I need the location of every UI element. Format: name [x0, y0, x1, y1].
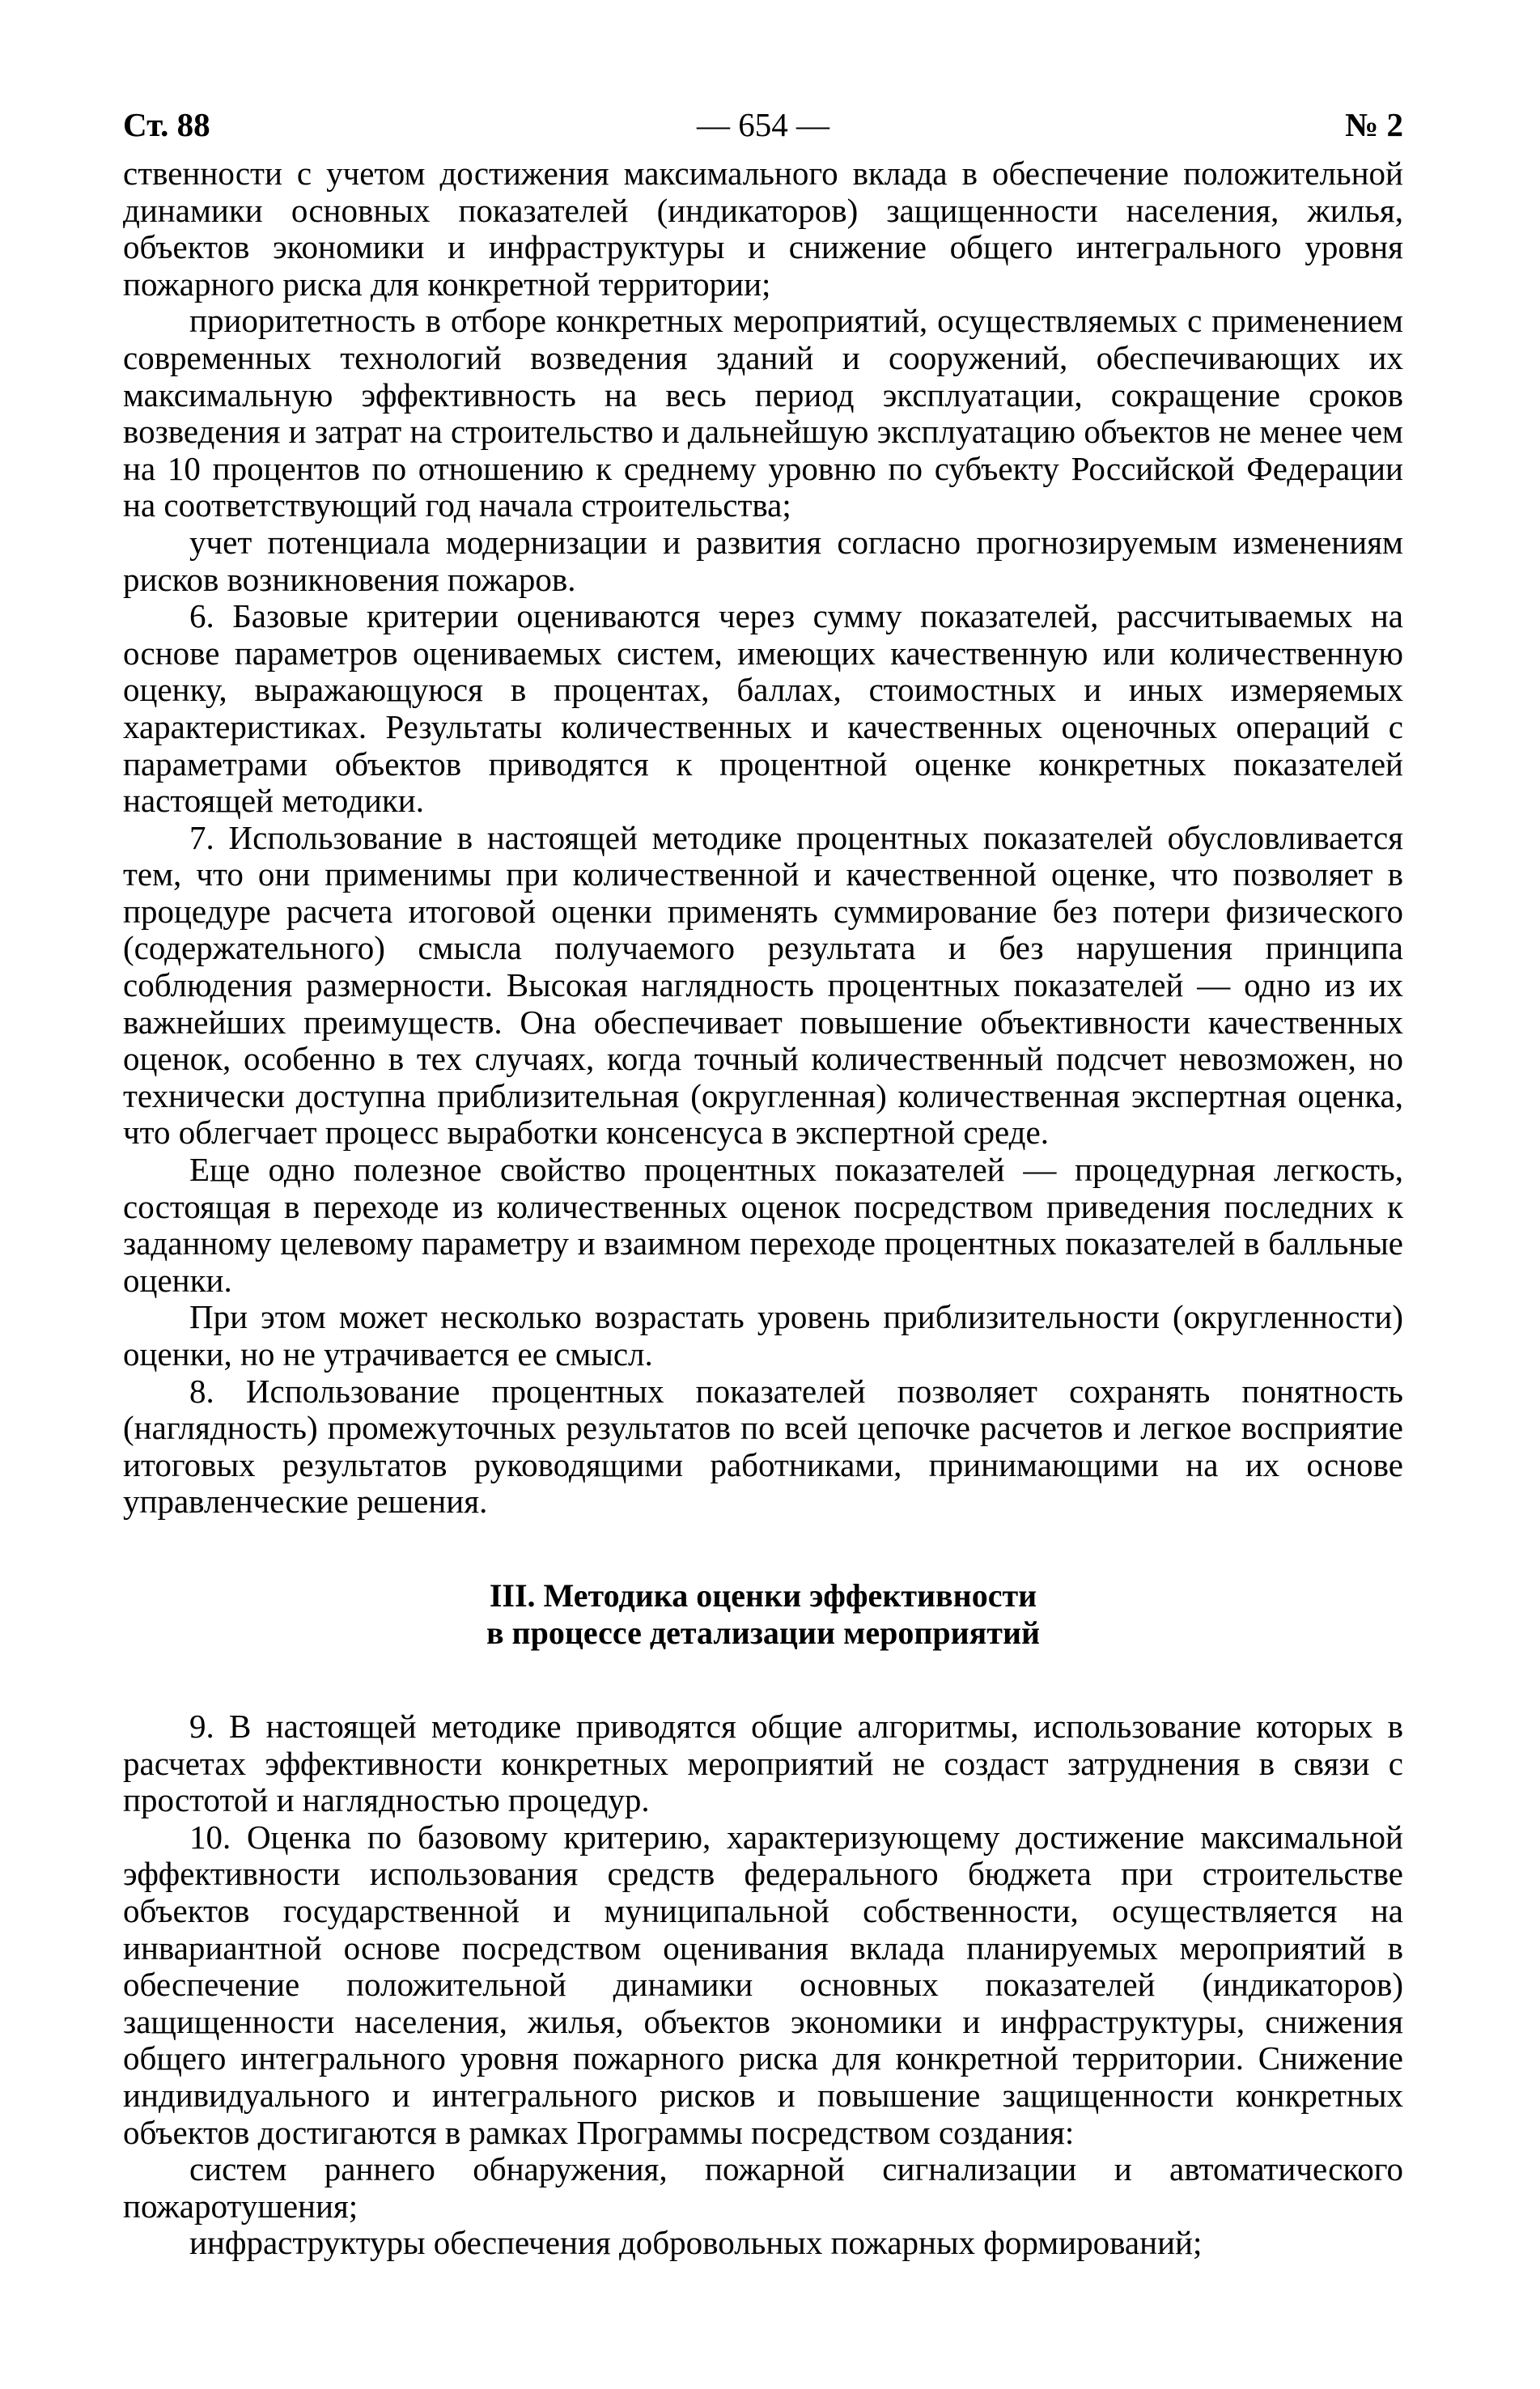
paragraph-item-6: 6. Базовые критерии оцениваются через сумму показателей, рассчитываемых на основе параметров оцениваемых систем, имеющих качественную или количественную оценку, выражающуюся в процентах, баллах, стоимостных и иных измеряемых характеристиках. Результаты количественных и качественных оценочных операций с параметрами объектов приводятся к процентной оценке конкретных показателей настоящей методики.: [123, 597, 1403, 820]
body-text-bottom: [123, 1708, 1403, 2262]
issue-number: № 2: [1345, 106, 1403, 143]
body-text-top: [123, 155, 1403, 1521]
running-header: [123, 102, 1403, 147]
list-item-volunteer-infrastructure: инфраструктуры обеспечения добровольных пожарных формирований;: [189, 2224, 1203, 2262]
paragraph-approximation: При этом может несколько возрастать уровень приблизительности (округленности) оценки, но не утрачивается ее смысл.: [123, 1298, 1403, 1373]
paragraph-priority-selection: приоритетность в отборе конкретных мероприятий, осуществляемых с применением современных технологий возведения зданий и сооружений, обеспечивающих их максимальную эффективность на весь период эксплуатации, сокращение сроков возведения и затрат на строительство и дальнейшую эксплуатацию объектов не менее чем на 10 процентов по отношению к среднему уровню по субъекту Российской Федерации на соответствующий год начала строительства;: [123, 302, 1403, 524]
article-number: Ст. 88: [123, 106, 210, 143]
paragraph-item-7: 7. Использование в настоящей методике процентных показателей обусловливается тем, что они применимы при количественной и качественной оценке, что позволяет в процедуре расчета итоговой оценки применять суммирование без потери физического (содержательного) смысла получаемого результата и без нарушения принципа соблюдения размерности. Высокая наглядность процентных показателей — одно из их важнейших преимуществ. Она обеспечивает повышение объективности качественных оценок, особенно в тех случаях, когда точный количественный подсчет невозможен, но технически доступна приблизительная (округленная) количественная экспертная оценка, что облегчает процесс выработки консенсуса в экспертной среде.: [123, 818, 1403, 1152]
paragraph-continuation: ственности с учетом достижения максимального вклада в обеспечение положительной динамики основных показателей (индикаторов) защищенности населения, жилья, объектов экономики и инфраструктуры и снижение общего интегрального уровня пожарного риска для конкретной территории;: [123, 155, 1403, 303]
list-item-early-detection: систем раннего обнаружения, пожарной сигнализации и автоматического пожаротушения;: [123, 2150, 1403, 2225]
paragraph-modernization-potential: учет потенциала модернизации и развития согласно прогнозируемым изменениям рисков возникновения пожаров.: [123, 523, 1403, 598]
document-page: [123, 102, 1403, 2262]
section-heading-line-2: в процессе детализации мероприятий: [486, 1614, 1041, 1651]
paragraph-item-8: 8. Использование процентных показателей позволяет сохранять понятность (наглядность) промежуточных результатов по всей цепочке расчетов и легкое восприятие итоговых результатов руководящими работниками, принимающими на их основе управленческие решения.: [123, 1372, 1403, 1521]
page-number: — 654 —: [697, 106, 829, 143]
section-heading: [123, 1577, 1403, 1652]
paragraph-useful-property: Еще одно полезное свойство процентных показателей — процедурная легкость, состоящая в переходе из количественных оценок посредством приведения последних к заданному целевому параметру и взаимном переходе процентных показателей в балльные оценки.: [123, 1151, 1403, 1299]
paragraph-item-10: 10. Оценка по базовому критерию, характеризующему достижение максимальной эффективности использования средств федерального бюджета при строительстве объектов государственной и муниципальной собственности, осуществляется на инвариантной основе посредством оценивания вклада планируемых мероприятий в обеспечение положительной динамики основных показателей (индикаторов) защищенности населения, жилья, объектов экономики и инфраструктуры, снижения общего интегрального уровня пожарного риска для конкретной территории. Снижение индивидуального и интегрального рисков и повышение защищенности конкретных объектов достигаются в рамках Программы посредством создания:: [123, 1818, 1403, 2151]
section-heading-line-1: III. Методика оценки эффективности: [489, 1576, 1037, 1614]
paragraph-item-9: 9. В настоящей методике приводятся общие алгоритмы, использование которых в расчетах эффективности конкретных мероприятий не создаст затруднения в связи с простотой и наглядностью процедур.: [123, 1707, 1403, 1819]
